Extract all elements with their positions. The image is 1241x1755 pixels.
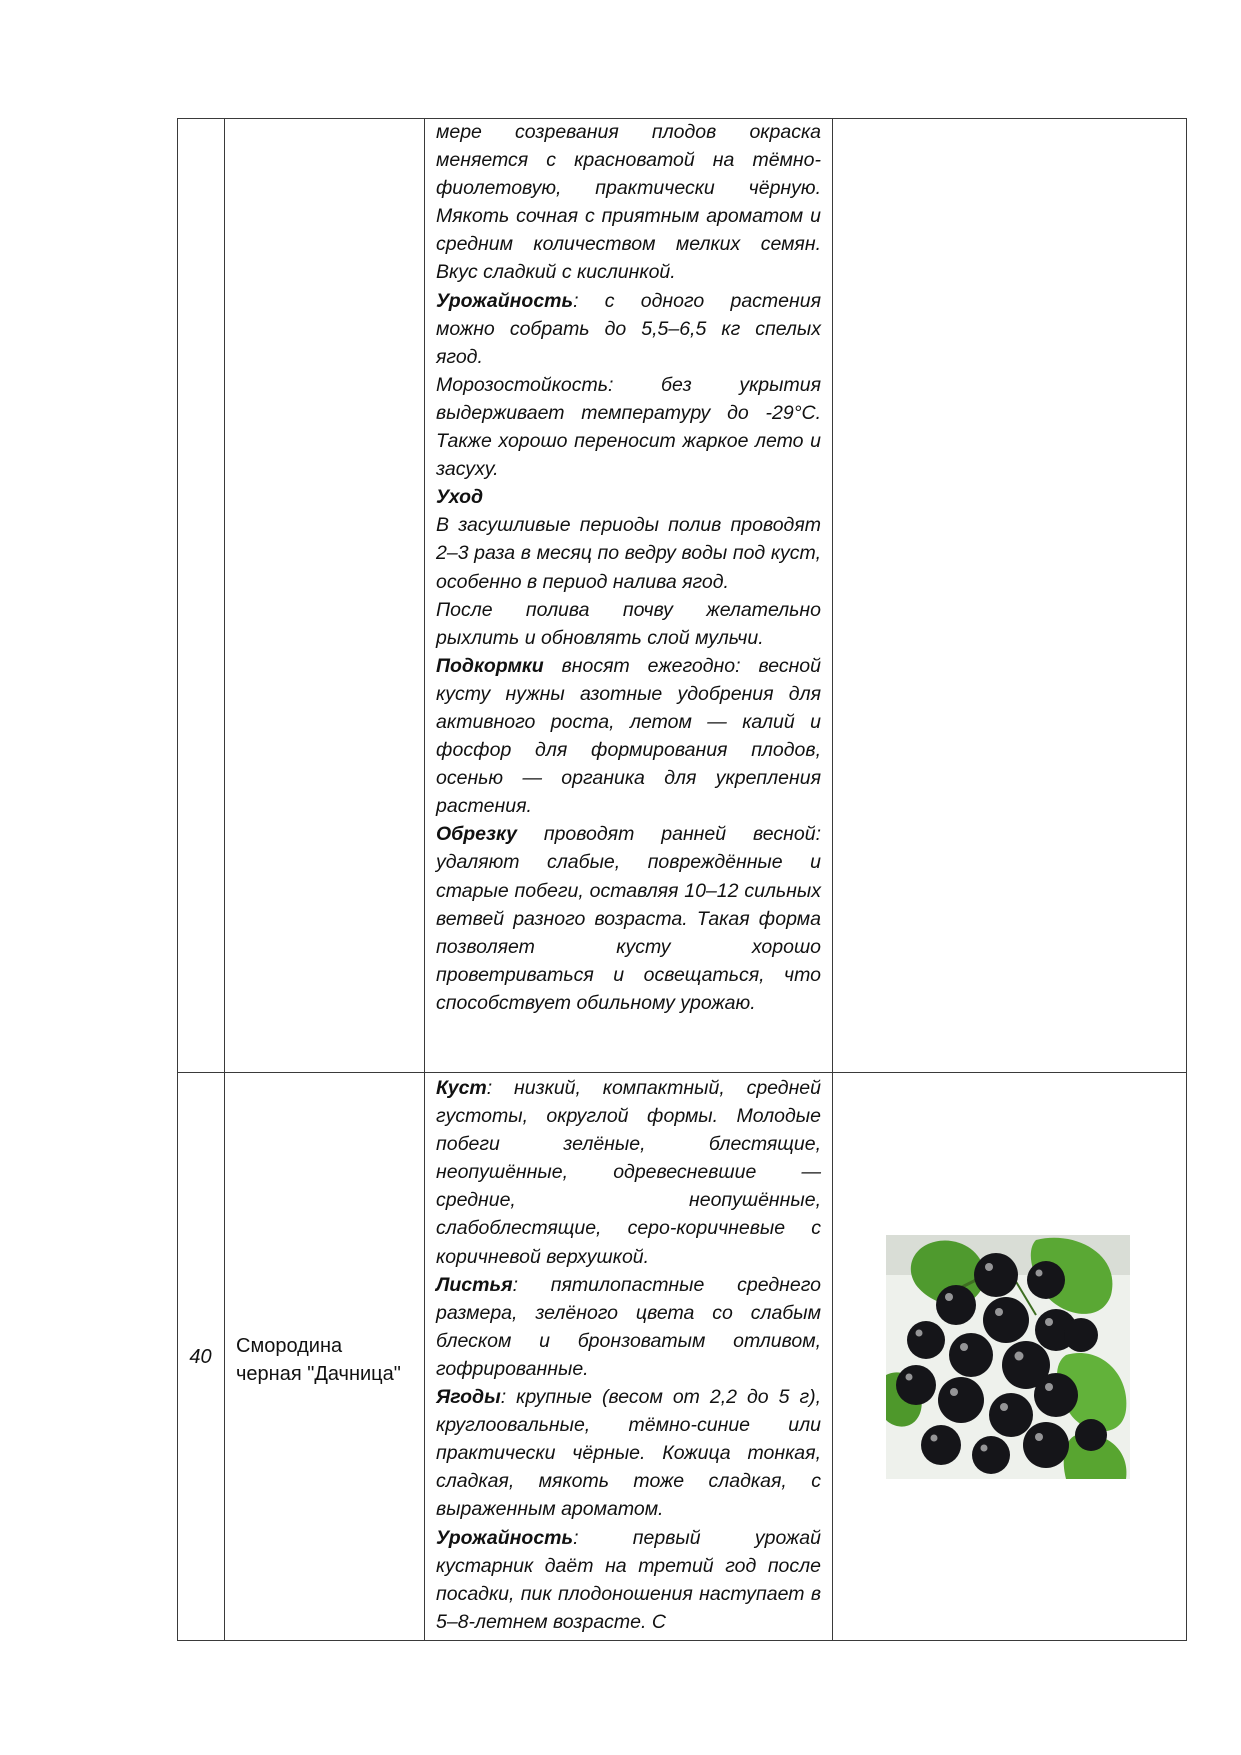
variety-name (236, 1332, 426, 1388)
blackcurrant-photo (886, 1235, 1130, 1479)
description-paragraph (436, 1383, 821, 1523)
description-cell-40 (436, 1074, 821, 1636)
paragraph-text: : низкий, компактный, средней густоты, округлой формы. Молодые побеги зелёные, блестящие, неопушённые, одревесневшие — средние, неопушённые, слабоблестящие, серо-коричневые с коричневой верхушкой. (436, 1077, 821, 1268)
description-paragraph (436, 1074, 821, 1271)
description-cell-previous (436, 118, 821, 1017)
description-paragraph (436, 287, 821, 371)
paragraph-text: : пятилопастные среднего размера, зелёного цвета со слабым блеском и бронзоватым отливом, гофрированные. (436, 1273, 821, 1380)
paragraph-lead: Листья (436, 1273, 513, 1296)
paragraph-lead: Куст (436, 1077, 487, 1099)
paragraph-text: После полива почву желательно рыхлить и обновлять слой мульчи. (436, 598, 821, 649)
variety-name-line2: черная "Дачница" (236, 1363, 401, 1385)
description-paragraph (436, 1271, 821, 1383)
paragraph-text: : крупные (весом от 2,2 до 5 г), круглоовальные, тёмно-синие или практически чёрные. Кожица тонкая, сладкая, мякоть тоже сладкая, с выраженным ароматом. (436, 1386, 821, 1521)
paragraph-lead: Обрезку (436, 823, 517, 846)
paragraph-text: : первый урожай кустарник даёт на третий год после посадки, пик плодоношения наступает в 5–8-летнем возрасте. С (436, 1526, 821, 1633)
description-paragraph (436, 652, 821, 821)
paragraph-text: проводят ранней весной: удаляют слабые, повреждённые и старые побеги, оставляя 10–12 сильных ветвей разного возраста. Такая форма позволяет кусту хорошо проветриваться и освещаться, что способствует обильному урожаю. (436, 823, 821, 1014)
description-paragraph (436, 1524, 821, 1636)
description-paragraph (436, 118, 821, 287)
paragraph-text: вносят ежегодно: весной кусту нужны азотные удобрения для активного роста, летом — калий и фосфор для формирования плодов, осенью — органика для укрепления растения. (436, 654, 821, 818)
paragraph-text: Морозостойкость: без укрытия выдерживает температуру до -29°С. Также хорошо переносит жаркое лето и засуху. (436, 373, 821, 481)
description-paragraph (436, 511, 821, 595)
description-paragraph (436, 820, 821, 1017)
description-paragraph (436, 596, 821, 652)
paragraph-lead: Ягоды (436, 1386, 501, 1409)
paragraph-text: : с одного растения можно собрать до 5,5–6,5 кг спелых ягод. (436, 289, 821, 368)
row-number: 40 (189, 1346, 212, 1368)
paragraph-text: В засушливые периоды полив проводят 2–3 раза в месяц по ведру воды под куст, особенно в период налива ягод. (436, 514, 821, 593)
paragraph-lead: Урожайность (436, 289, 574, 312)
variety-name-line1: Смородина (236, 1335, 343, 1357)
description-paragraph (436, 483, 821, 511)
variety-table (177, 118, 1187, 1641)
paragraph-lead: Подкормки (436, 654, 544, 677)
blackcurrant-illustration (886, 1235, 1130, 1479)
description-paragraph (436, 371, 821, 483)
paragraph-text: мере созревания плодов окраска меняется с красноватой на тёмно-фиолетовую, практически чёрную. Мякоть сочная с приятным ароматом и средним количеством мелких семян. Вкус сладкий с кислинкой. (436, 121, 821, 284)
paragraph-lead: Уход (436, 486, 484, 509)
paragraph-lead: Урожайность (436, 1526, 574, 1549)
